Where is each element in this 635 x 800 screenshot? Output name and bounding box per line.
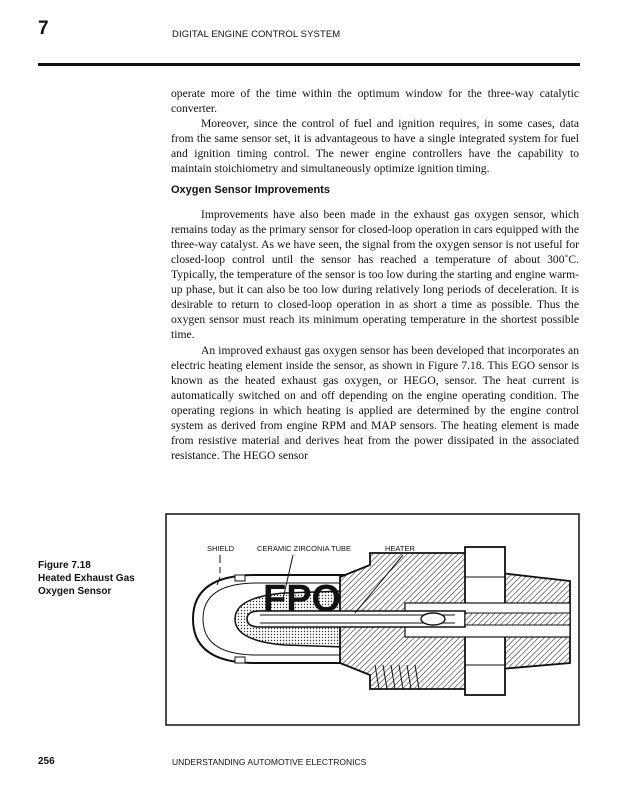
figure-title-line: Heated Exhaust Gas: [38, 573, 135, 584]
body-text: [171, 86, 579, 463]
figure-caption: [38, 559, 158, 598]
page-number: 256: [38, 756, 55, 767]
figure-title-line: Oxygen Sensor: [38, 586, 112, 597]
fpo-stamp: FPO: [263, 578, 342, 620]
paragraph: Moreover, since the control of fuel and ignition requires, in some cases, data from the same sensor set, it is advantageous to have a single integrated system for fuel and ignition timing control. The newer engine controllers have the capability to maintain stoichiometry and simultaneously optimize ignition timing.: [171, 117, 579, 176]
hego-sensor-diagram: [165, 513, 580, 726]
running-foot: UNDERSTANDING AUTOMOTIVE ELECTRONICS: [172, 757, 367, 767]
paragraph: An improved exhaust gas oxygen sensor has been developed that incorporates an electric heating element inside the sensor, as shown in Figure 7.18. This EGO sensor is known as the heated exhaust gas oxygen, or HEGO, sensor. The heat current is automatically switched on and off depending on the engine operating condition. The operating regions in which heating is applied are determined by the engine control system as derived from engine RPM and MAP sensors. The heating element is made from resistive material and derives heat from the power dissipated in the associated resistance. The HEGO sensor: [171, 343, 579, 463]
heater-contact: [421, 613, 445, 625]
label-heater: HEATER: [385, 544, 415, 553]
shield-vent: [235, 657, 245, 663]
header-rule: [38, 63, 580, 66]
shield-vent: [235, 575, 245, 581]
chapter-number: 7: [38, 18, 49, 39]
heater-lead: [465, 613, 570, 625]
label-ceramic-tube: CERAMIC ZIRCONIA TUBE: [257, 544, 352, 553]
label-shield: SHIELD: [207, 544, 235, 553]
figure-number: Figure 7.18: [38, 560, 91, 571]
paragraph: Improvements have also been made in the exhaust gas oxygen sensor, which remains today as the primary sensor for closed-loop operation in cars equipped with the three-way catalyst. As we have seen, the signal from the oxygen sensor is not useful for closed-loop control until the sensor has reached a temperature of about 300˚C. Typically, the temperature of the sensor is too low during the starting and engine warm-up phase, but it can also be too low during relatively long periods of deceleration. It is desirable to return to closed-loop operation in as short a time as possible. Thus the oxygen sensor must reach its minimum operating temperature in the shortest possible time.: [171, 207, 579, 342]
running-head: DIGITAL ENGINE CONTROL SYSTEM: [172, 29, 341, 40]
section-heading: Oxygen Sensor Improvements: [171, 183, 330, 196]
paragraph: operate more of the time within the optimum window for the three-way catalytic converter.: [171, 87, 579, 116]
